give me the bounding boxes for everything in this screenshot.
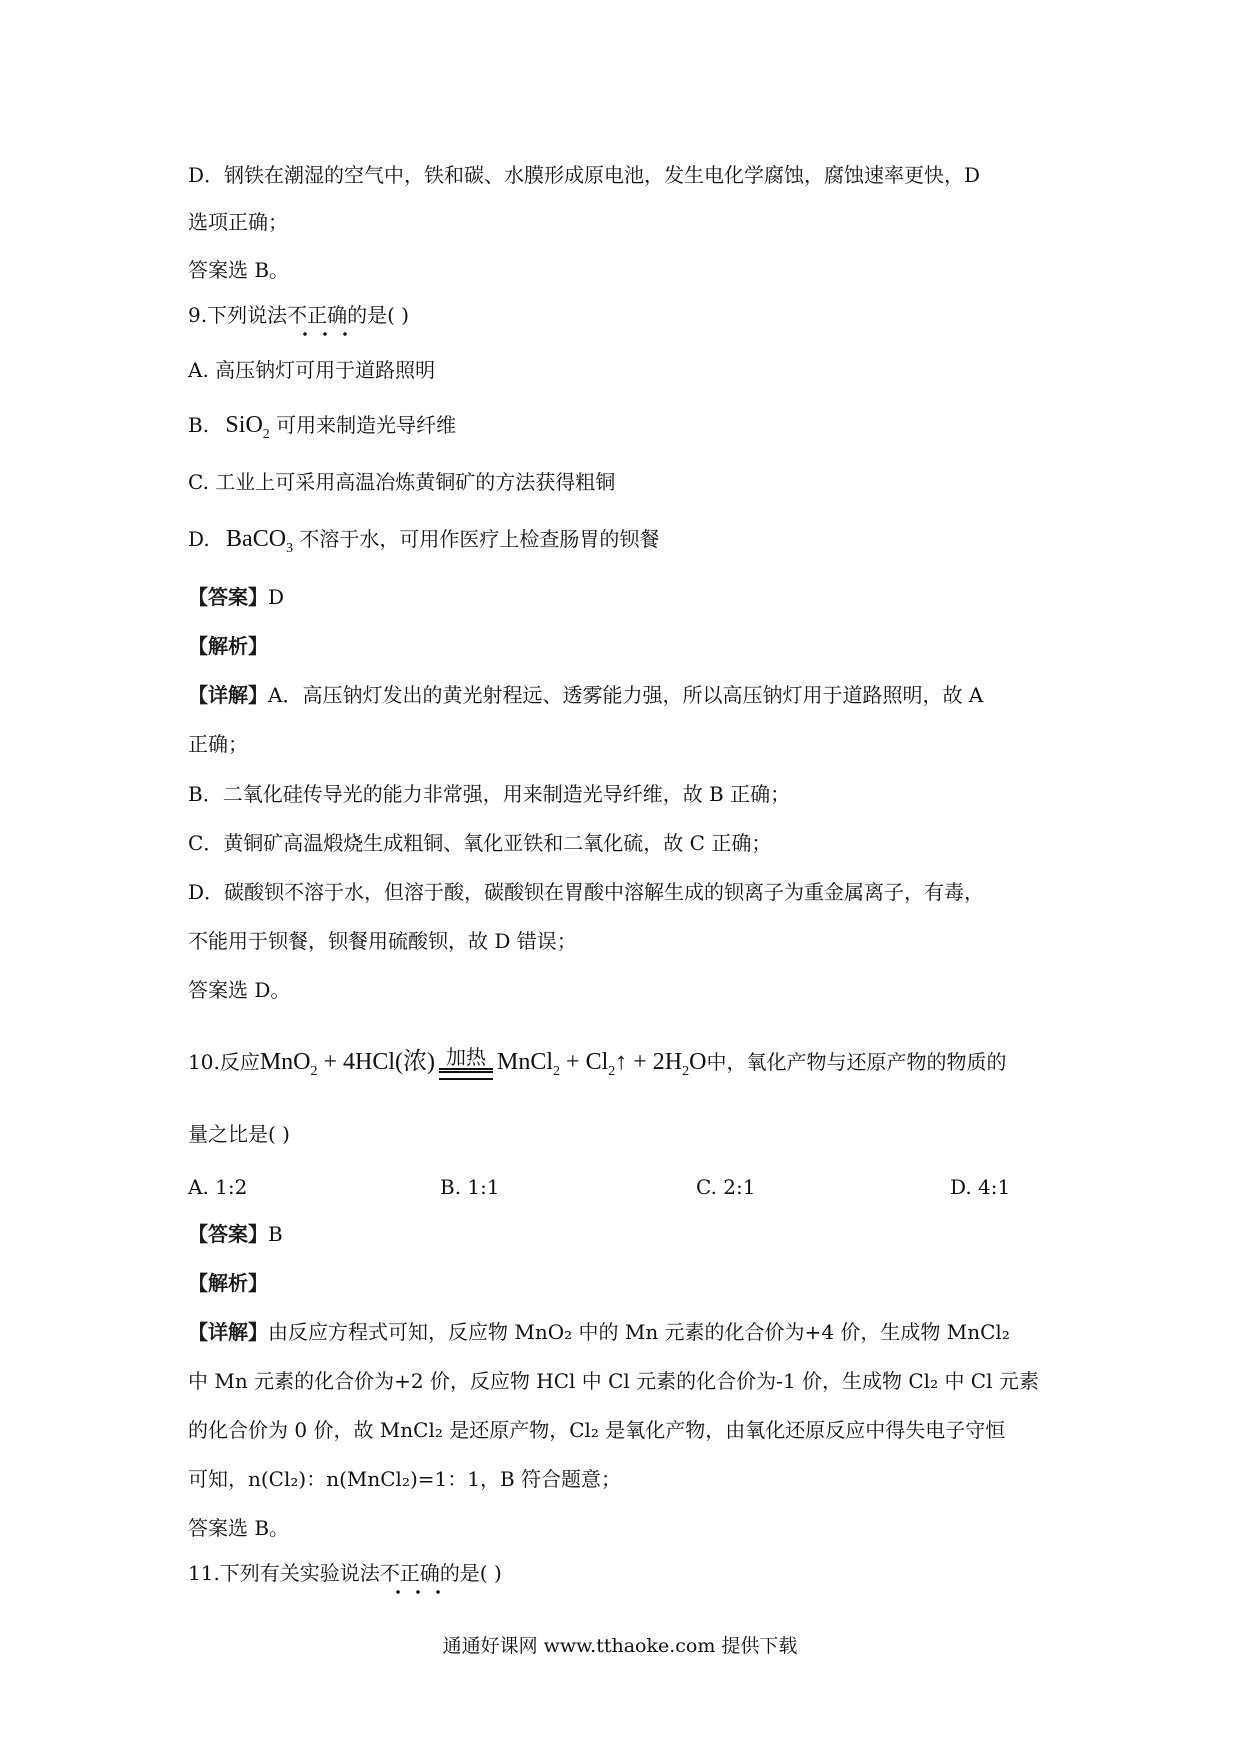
q10-reactant1: MnO: [259, 1049, 311, 1075]
q11-stem-prefix: 11.下列有关实验说法: [188, 1561, 380, 1585]
q10-answer-value: B: [268, 1222, 283, 1246]
q10-option-c: C. 2:1: [696, 1175, 756, 1199]
q10-product2: + Cl: [560, 1049, 609, 1075]
q10-detail-tag: 【详解】: [188, 1320, 268, 1344]
q9-option-b-label: B.: [188, 413, 210, 437]
q10-stem: [188, 1040, 1006, 1094]
q9-detail-a1: A．高压钠灯发出的黄光射程远、透雾能力强，所以高压钠灯用于道路照明，故 A: [268, 683, 984, 707]
heating-condition: [439, 1042, 493, 1084]
q10-product1: MnCl: [497, 1049, 554, 1075]
q10-product3-sub: 2: [682, 1063, 690, 1079]
q9-stem-prefix: 9.下列说法: [188, 303, 288, 327]
q9-option-d-label: D.: [188, 527, 210, 551]
q9-option-c: C. 工业上可采用高温冶炼黄铜矿的方法获得粗铜: [188, 470, 616, 494]
q9-answer-value: D: [268, 585, 285, 609]
q9-answer: [188, 582, 284, 612]
q10-product1-sub: 2: [553, 1063, 561, 1079]
q9-detail-d-line1: D．碳酸钡不溶于水，但溶于酸，碳酸钡在胃酸中溶解生成的钡离子为重金属离子，有毒，: [188, 880, 985, 904]
q9-option-b-text: 可用来制造光导纤维: [276, 413, 457, 437]
q9-detail-b: B．二氧化硅传导光的能力非常强，用来制造光导纤维，故 B 正确；: [188, 782, 791, 806]
q9-detail-d-line2: 不能用于钡餐，钡餐用硫酸钡，故 D 错误；: [188, 929, 577, 953]
q9-analysis-label: 【解析】: [188, 634, 268, 658]
q9-option-d-formula: BaCO: [226, 526, 287, 552]
q9-option-b: [188, 410, 456, 450]
q9-option-a: A. 高压钠灯可用于道路照明: [188, 358, 436, 382]
heating-label: 加热: [446, 1047, 487, 1070]
q9-option-d-text: 不溶于水，可用作医疗上检查肠胃的钡餐: [299, 527, 660, 551]
equals-sign: [439, 1068, 493, 1080]
q9-stem: [188, 300, 409, 330]
q10-detail-line4: 可知，n(Cl₂)：n(MnCl₂)=1：1，B 符合题意；: [188, 1467, 622, 1491]
q9-detail-a-line2: 正确；: [188, 732, 248, 756]
q9-analysis-tag: [188, 631, 268, 661]
q8-option-d-line2: 选项正确；: [188, 210, 288, 234]
q9-detail-a-line1: [188, 680, 983, 710]
q10-analysis-label: 【解析】: [188, 1271, 268, 1295]
q10-option-b: B. 1:1: [440, 1175, 500, 1199]
q9-answer-tag: 【答案】: [188, 585, 268, 609]
q9-detail-c: C．黄铜矿高温煅烧生成粗铜、氧化亚铁和二氧化硫，故 C 正确；: [188, 831, 772, 855]
q10-final-answer: 答案选 B。: [188, 1516, 290, 1540]
q8-answer: 答案选 B。: [188, 258, 290, 282]
q10-detail-line3: 的化合价为 0 价，故 MnCl₂ 是还原产物，Cl₂ 是氧化产物，由氧化还原反应中得失电子守恒: [188, 1418, 1006, 1442]
q10-option-d: D. 4:1: [950, 1175, 1011, 1199]
q10-detail-line2: 中 Mn 元素的化合价为+2 价，反应物 HCl 中 Cl 元素的化合价为-1 价，生成物 Cl₂ 中 Cl 元素: [188, 1369, 1039, 1393]
q10-analysis-tag: [188, 1268, 268, 1298]
q10-stem-prefix: 10.反应: [188, 1050, 260, 1074]
q10-reactant2: + 4HCl(浓): [317, 1049, 436, 1075]
q10-option-a: A. 1:2: [188, 1175, 248, 1199]
page-footer: 通通好课网 www.tthaoke.com 提供下载: [442, 1635, 798, 1657]
q9-final-answer: 答案选 D。: [188, 978, 291, 1002]
q9-detail-tag: 【详解】: [188, 683, 268, 707]
q9-option-d: [188, 524, 659, 564]
q11-stem: [188, 1558, 502, 1588]
q10-equation: [259, 1047, 707, 1079]
q11-stem-suffix: 的是( ): [439, 1561, 502, 1585]
q9-option-b-formula: SiO: [225, 412, 263, 438]
q10-reactant1-sub: 2: [310, 1063, 318, 1079]
q9-option-d-sub: 3: [286, 540, 294, 556]
q10-answer: [188, 1219, 283, 1249]
q9-stem-suffix: 的是( ): [347, 303, 410, 327]
q11-emphasis: 不正确: [380, 1558, 440, 1588]
q10-product3-tail: O: [689, 1049, 707, 1075]
q10-detail1: 由反应方程式可知，反应物 MnO₂ 中的 Mn 元素的化合价为+4 价，生成物 MnCl₂: [268, 1320, 1010, 1344]
q10-stem-line2: 量之比是( ): [188, 1122, 290, 1146]
q10-answer-tag: 【答案】: [188, 1222, 268, 1246]
gas-arrow-icon: ↑: [615, 1049, 628, 1075]
q10-product2-sub: 2: [608, 1063, 616, 1079]
q9-option-b-sub: 2: [262, 426, 270, 442]
q8-option-d-line1: D．钢铁在潮湿的空气中，铁和碳、水膜形成原电池，发生电化学腐蚀，腐蚀速率更快，D: [188, 163, 981, 187]
q10-detail-line1: [188, 1317, 1010, 1347]
q10-stem-suffix: 中，氧化产物与还原产物的物质的: [706, 1050, 1007, 1074]
q10-product3: + 2H: [627, 1049, 683, 1075]
q9-emphasis: 不正确: [287, 300, 347, 330]
